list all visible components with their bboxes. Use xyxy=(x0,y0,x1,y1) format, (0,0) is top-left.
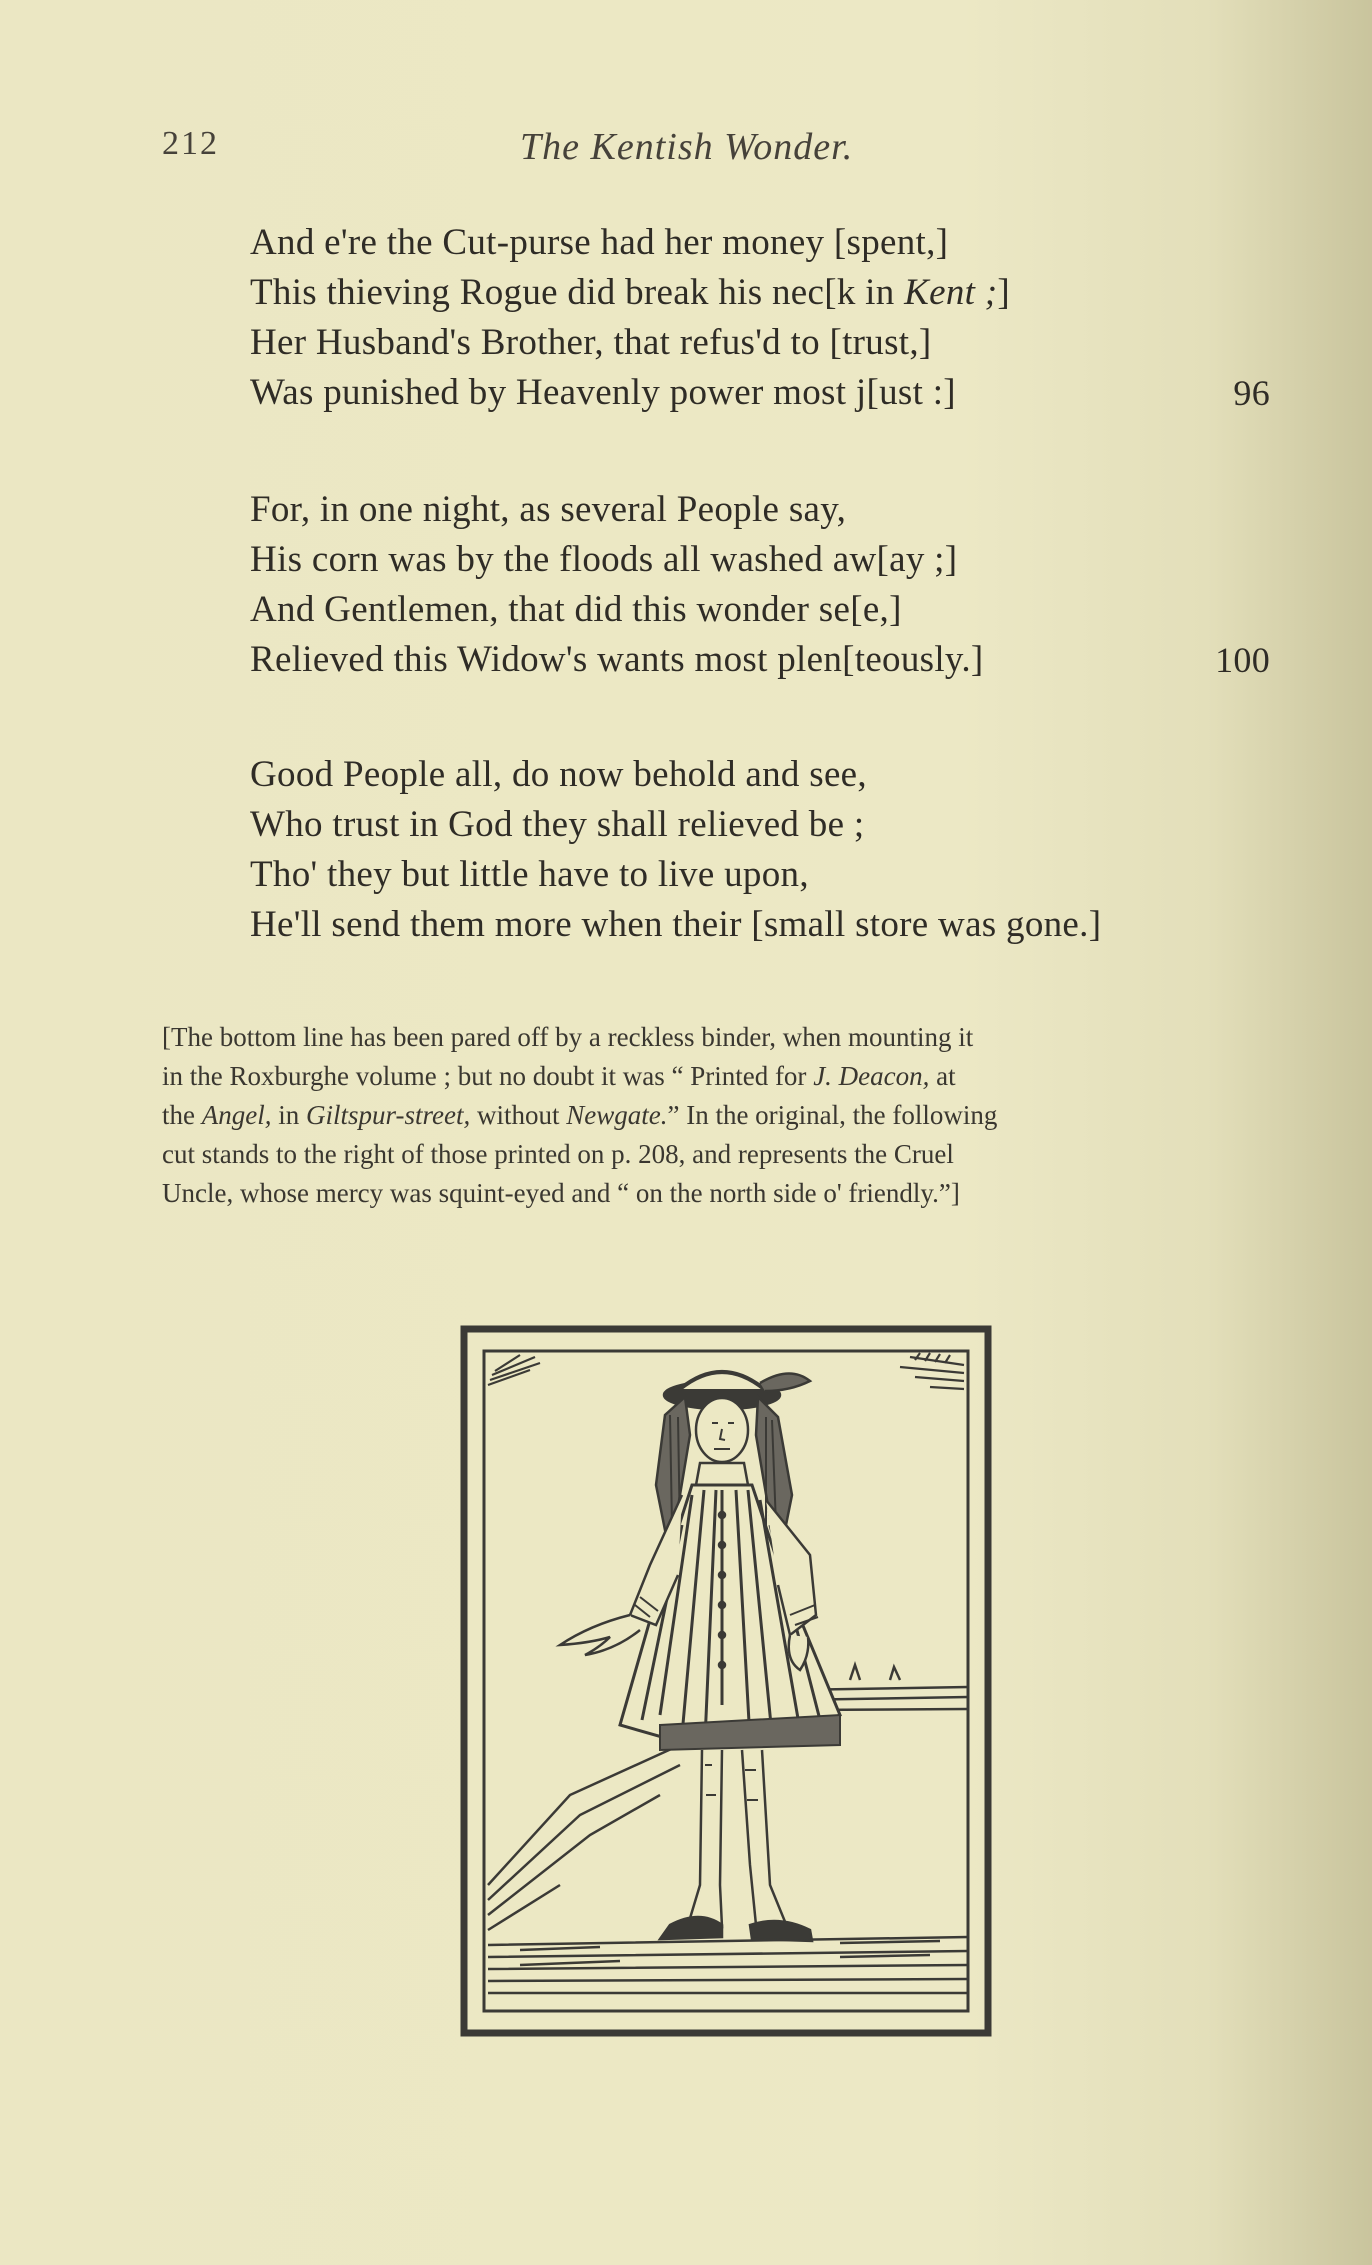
verse-line: Her Husband's Brother, that refus'd to [trust,] xyxy=(250,322,932,363)
page-header xyxy=(0,125,1372,175)
verse-line: Tho' they but little have to live upon, xyxy=(250,854,809,895)
verse-line: Good People all, do now behold and see, xyxy=(250,754,867,795)
running-title: The Kentish Wonder. xyxy=(520,126,854,168)
note-line: [The bottom line has been pared off by a reckless binder, when mounting it xyxy=(162,1022,974,1052)
note-line: the Angel, in Giltspur-street, without Newgate.” In the original, the following xyxy=(162,1100,998,1130)
page-number: 212 xyxy=(162,125,219,162)
line-number: 96 xyxy=(1233,373,1270,413)
note-line: Uncle, whose mercy was squint-eyed and “ on the north side o' friendly.”] xyxy=(162,1178,960,1208)
verse-line: He'll send them more when their [small store was gone.] xyxy=(250,904,1102,945)
figure-cruel-uncle xyxy=(560,1372,840,1941)
note-line: cut stands to the right of those printed on p. 208, and represents the Cruel xyxy=(162,1139,954,1169)
editorial-note xyxy=(162,1018,1270,1213)
stanza-1 xyxy=(250,218,1280,418)
note-line: in the Roxburghe volume ; but no doubt it was “ Printed for J. Deacon, at xyxy=(162,1061,956,1091)
stanza-3 xyxy=(250,750,1280,950)
verse-line: And e're the Cut-purse had her money [spent,] xyxy=(250,222,949,263)
line-number: 100 xyxy=(1215,640,1270,680)
verse-line: Was punished by Heavenly power most j[ust :] 96 xyxy=(250,368,1280,418)
verse-line: This thieving Rogue did break his nec[k in Kent ;] xyxy=(250,272,1011,313)
verse-line: Relieved this Widow's wants most plen[teously.] 100 xyxy=(250,635,1280,685)
stanza-2 xyxy=(250,485,1280,685)
woodcut-illustration xyxy=(460,1325,992,2037)
verse-line: Who trust in God they shall relieved be ; xyxy=(250,804,865,845)
verse-line: And Gentlemen, that did this wonder se[e,] xyxy=(250,589,902,630)
verse-line: For, in one night, as several People say, xyxy=(250,489,847,530)
verse-line: His corn was by the floods all washed aw[ay ;] xyxy=(250,539,958,580)
